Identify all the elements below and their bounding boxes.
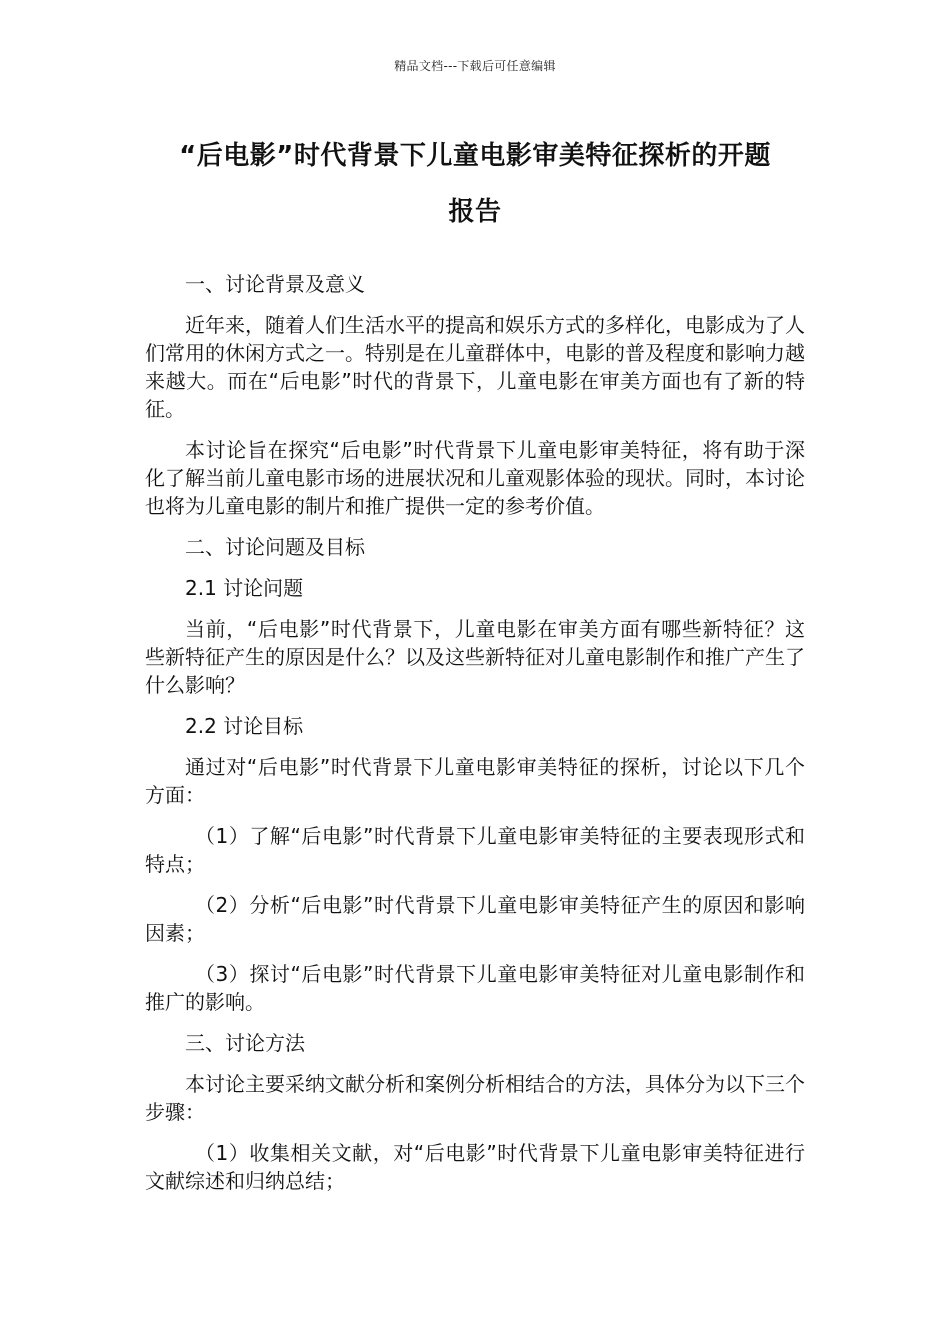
section-heading-2: 二、讨论问题及目标 xyxy=(185,535,365,559)
subsection-heading-2-2: 2.2 讨论目标 xyxy=(185,714,304,738)
paragraph: 通过对“后电影”时代背景下儿童电影审美特征的探析，讨论以下几个方面： xyxy=(145,755,805,807)
document-body xyxy=(145,270,805,1208)
title-line-2: 报告 xyxy=(448,197,502,227)
document-title xyxy=(145,128,805,240)
list-item: （1）了解“后电影”时代背景下儿童电影审美特征的主要表现形式和特点； xyxy=(145,824,805,876)
section-heading-1: 一、讨论背景及意义 xyxy=(185,272,365,296)
paragraph: 近年来，随着人们生活水平的提高和娱乐方式的多样化，电影成为了人们常用的休闲方式之一。特别是在儿童群体中，电影的普及程度和影响力越来越大。而在“后电影”时代的背景下，儿童电影在审美方面也有了新的特征。 xyxy=(145,313,805,421)
list-item: （3）探讨“后电影”时代背景下儿童电影审美特征对儿童电影制作和推广的影响。 xyxy=(145,962,805,1014)
subsection-heading-2-1: 2.1 讨论问题 xyxy=(185,576,304,600)
paragraph: 当前，“后电影”时代背景下，儿童电影在审美方面有哪些新特征？这些新特征产生的原因是什么？以及这些新特征对儿童电影制作和推广产生了什么影响？ xyxy=(145,617,805,697)
paragraph: 本讨论旨在探究“后电影”时代背景下儿童电影审美特征，将有助于深化了解当前儿童电影市场的进展状况和儿童观影体验的现状。同时，本讨论也将为儿童电影的制片和推广提供一定的参考价值。 xyxy=(145,438,805,518)
header-note: 精品文档---下载后可任意编辑 xyxy=(394,59,556,73)
section-heading-3: 三、讨论方法 xyxy=(185,1031,305,1055)
paragraph: 本讨论主要采纳文献分析和案例分析相结合的方法，具体分为以下三个步骤： xyxy=(145,1072,805,1124)
list-item: （2）分析“后电影”时代背景下儿童电影审美特征产生的原因和影响因素； xyxy=(145,893,805,945)
list-item: （1）收集相关文献，对“后电影”时代背景下儿童电影审美特征进行文献综述和归纳总结； xyxy=(145,1141,805,1193)
title-line-1: “后电影”时代背景下儿童电影审美特征探析的开题 xyxy=(179,141,771,171)
